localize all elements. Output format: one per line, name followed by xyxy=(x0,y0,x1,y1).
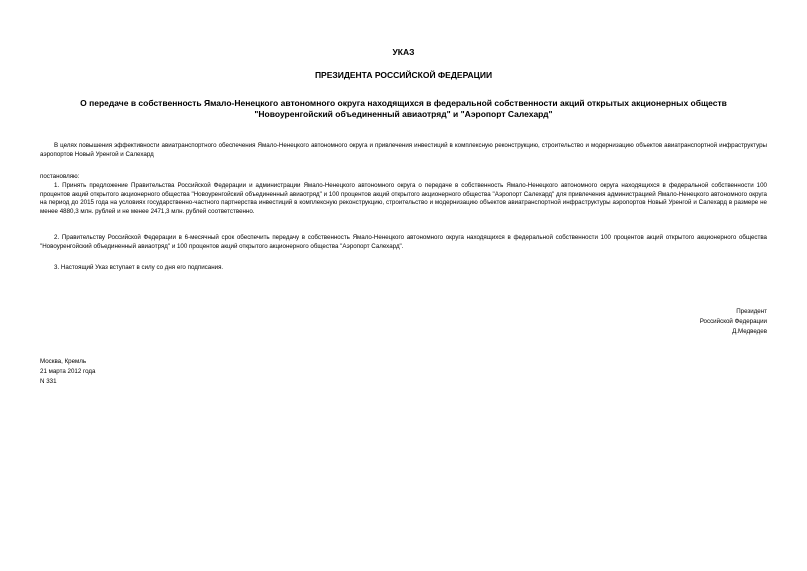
signature-title-line-1: Президент xyxy=(736,308,767,315)
document-number: N 331 xyxy=(40,377,57,385)
item-2-paragraph: 2. Правительству Российской Федерации в 6-месячный срок обеспечить передачу в собственность Ямало-Ненецкого автономного округа находящихся в федеральной собственности 100 процентов акций открытого акционерного общества "Новоуренгойский объединенный авиаотряд" и 100 процентов акций открытого акционерного общества "Аэропорт Салехард". xyxy=(40,234,767,250)
signature-block xyxy=(700,307,767,336)
signature-title-line-2: Российской Федерации xyxy=(699,317,767,325)
item-1-paragraph: 1. Принять предложение Правительства Российской Федерации и администрации Ямало-Ненецкого автономного округа о передаче в собственность Ямало-Ненецкого автономного округа находящихся в федеральной собственности 100 процентов акций открытого акционерного общества "Новоуренгойский объединенный авиаотряд" и 100 процентов акций открытого акционерного общества "Аэропорт Салехард" для привлечения администрацией Ямало-Ненецкого автономного округа на период до 2015 года на условиях государственно-частного партнерства инвестиций в комплексную реконструкцию, строительство и модернизацию объектов авиатранспортной инфраструктуры аэропортов Новый Уренгой и Салехард в размере не менее 4880,3 млн. рублей и не менее 2471,3 млн. рублей соответственно. xyxy=(40,182,767,215)
document-title xyxy=(0,98,807,120)
document-title-line-1: О передаче в собственность Ямало-Ненецкого автономного округа находящихся в федеральной собственности акций открытых акционерных обществ xyxy=(80,98,727,108)
decree-word: постановляю: xyxy=(40,173,80,180)
document-date: 21 марта 2012 года xyxy=(40,367,96,375)
place-city: Москва, Кремль xyxy=(40,358,87,365)
heading-ukaz: УКАЗ xyxy=(392,47,415,57)
place-date-block xyxy=(40,357,96,386)
signature-name: Д.Медведев xyxy=(732,327,767,335)
intro-paragraph: В целях повышения эффективности авиатранспортного обеспечения Ямало-Ненецкого автономного округа и привлечения инвестиций в комплексную реконструкцию, строительство и модернизацию объектов авиатранспортной инфраструктуры аэропортов Новый Уренгой и Салехард xyxy=(40,142,767,158)
item-3-paragraph: 3. Настоящий Указ вступает в силу со дня его подписания. xyxy=(54,264,224,271)
document-title-line-2: "Новоуренгойский объединенный авиаотряд" и "Аэропорт Салехард" xyxy=(254,109,553,119)
heading-president: ПРЕЗИДЕНТА РОССИЙСКОЙ ФЕДЕРАЦИИ xyxy=(314,70,493,80)
